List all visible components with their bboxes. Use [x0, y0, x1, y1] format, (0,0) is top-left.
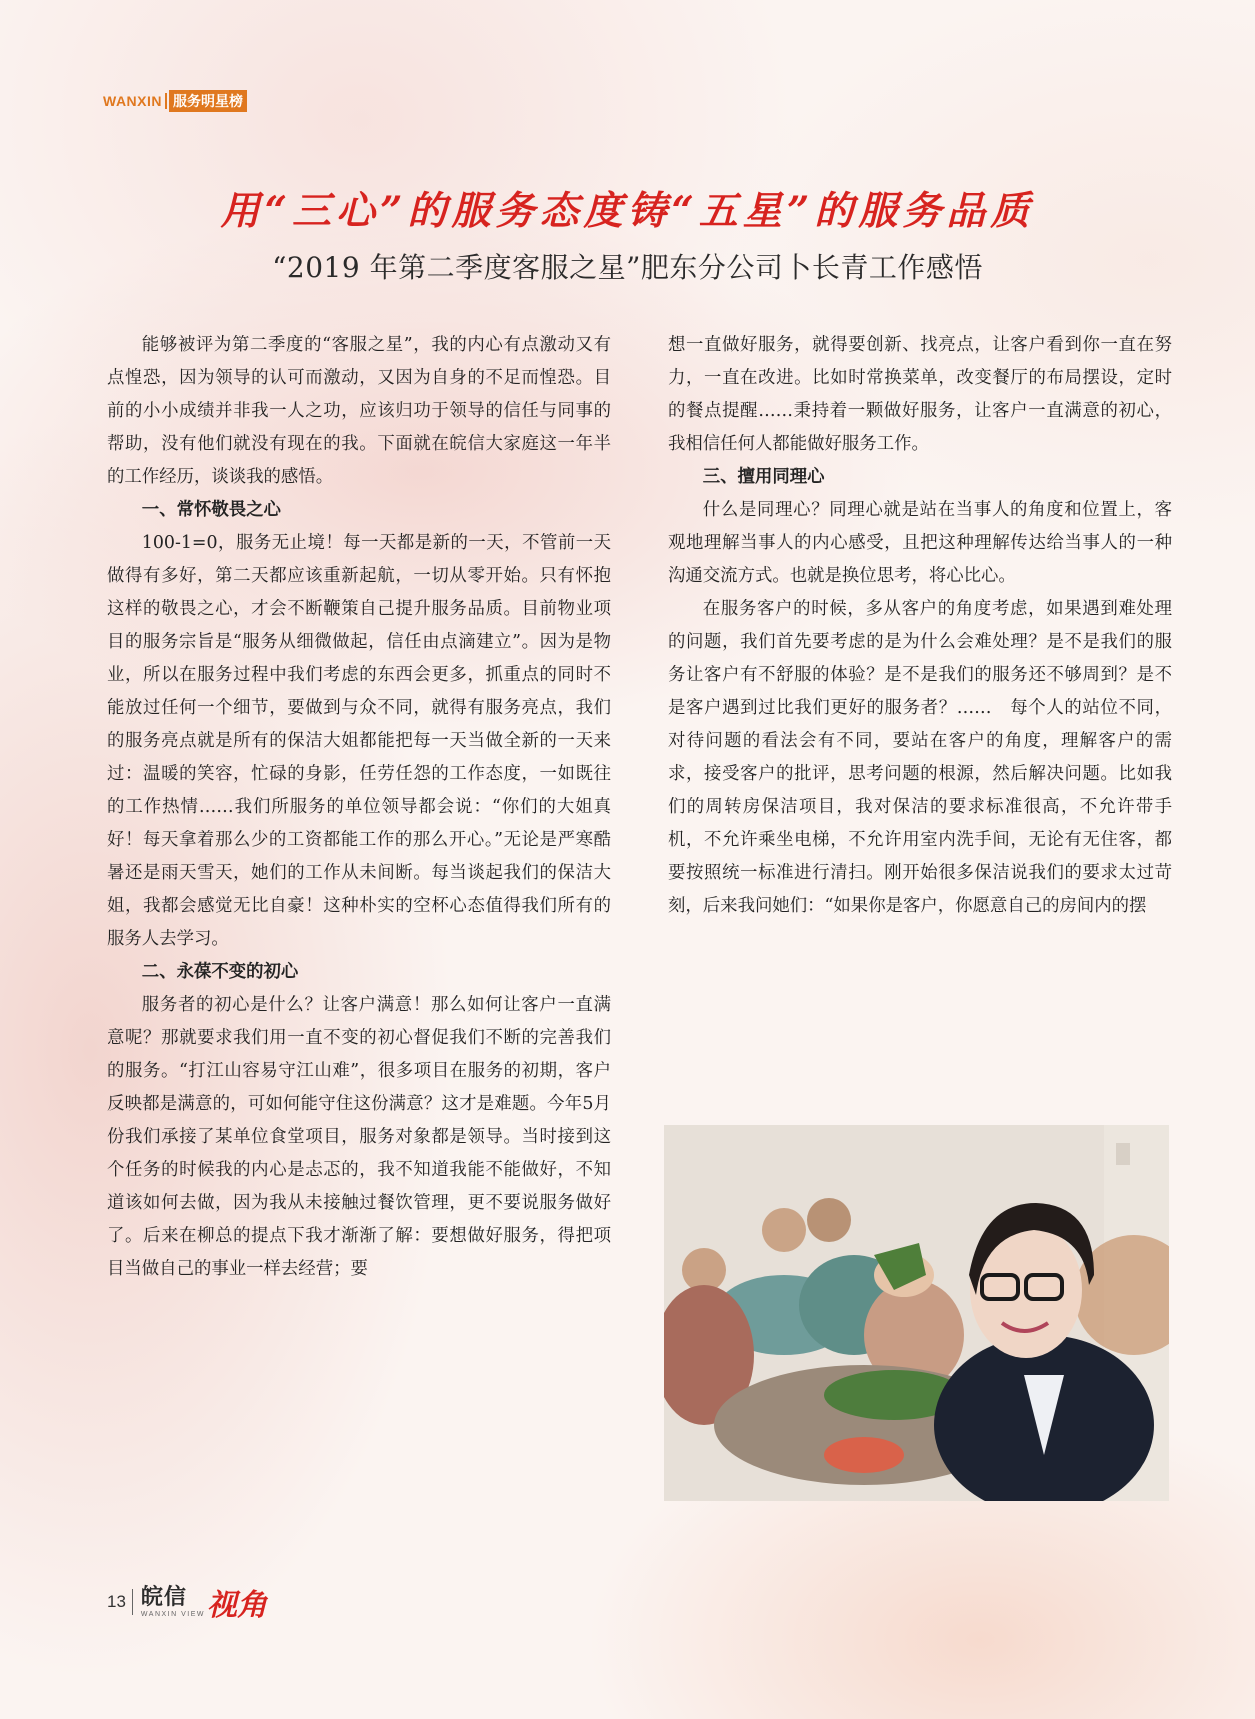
left-column [107, 329, 611, 1286]
article-photo [664, 1125, 1169, 1501]
paragraph-3a: 什么是同理心？同理心就是站在当事人的角度和位置上，客观地理解当事人的内心感受，且把这种理解传达给当事人的一种沟通交流方式。也就是换位思考，将心比心。 [668, 500, 1172, 586]
page-number: 13 [107, 1592, 126, 1611]
section-header [103, 90, 247, 112]
intro-paragraph: 能够被评为第二季度的“客服之星”，我的内心有点激动又有点惶恐，因为领导的认可而激动，又因为自身的不足而惶恐。目前的小小成绩并非我一人之功，应该归功于领导的信任与同事的帮助，没有他们就没有现在的我。下面就在皖信大家庭这一年半的工作经历，谈谈我的感悟。 [107, 335, 611, 487]
continued-paragraph: 想一直做好服务，就得要创新、找亮点，让客户看到你一直在努力，一直在改进。比如时常换菜单，改变餐厅的布局摆设，定时的餐点提醒……秉持着一颗做好服务，让客户一直满意的初心，我相信任何人都能做好服务工作。 [668, 335, 1172, 454]
magazine-name: 皖信 [140, 1584, 187, 1610]
magazine-en-name: WANXIN VIEW [140, 1610, 205, 1618]
brand-label: WANXIN [103, 93, 162, 109]
paragraph-2: 服务者的初心是什么？让客户满意！那么如何让客户一直满意呢？那就要求我们用一直不变的初心督促我们不断的完善我们的服务。“打江山容易守江山难”，很多项目在服务的初期，客户反映都是满意的，可如何能守住这份满意？这才是难题。今年5月份我们承接了某单位食堂项目，服务对象都是领导。当时接到这个任务的时候我的内心是忐忑的，我不知道我能不能做好，不知道该如何去做，因为我从未接触过餐饮管理，更不要说服务做好了。后来在柳总的提点下我才渐渐了解：要想做好服务，得把项目当做自己的事业一样去经营；要 [107, 995, 611, 1279]
right-column [668, 329, 1172, 923]
section-label: 服务明星榜 [169, 90, 247, 112]
header-divider [165, 93, 167, 109]
article-subtitle: “2019 年第二季度客服之星”肥东分公司卜长青工作感悟 [272, 251, 983, 284]
heading-3: 三、擅用同理心 [702, 467, 825, 487]
page-footer [107, 1580, 267, 1624]
paragraph-1: 100-1=0，服务无止境！每一天都是新的一天，不管前一天做得有多好，第二天都应该重新起航，一切从零开始。只有怀抱这样的敬畏之心，才会不断鞭策自己提升服务品质。目前物业项目的服务宗旨是“服务从细微做起，信任由点滴建立”。因为是物业，所以在服务过程中我们考虑的东西会更多，抓重点的同时不能放过任何一个细节，要做到与众不同，就得有服务亮点，我们的服务亮点就是所有的保洁大姐都能把每一天当做全新的一天来过：温暖的笑容，忙碌的身影，任劳任怨的工作态度，一如既往的工作热情……我们所服务的单位领导都会说：“你们的大姐真好！每天拿着那么少的工资都能工作的那么开心。”无论是严寒酷暑还是雨天雪天，她们的工作从未间断。每当谈起我们的保洁大姐，我都会感觉无比自豪！这种朴实的空杯心态值得我们所有的服务人去学习。 [107, 533, 611, 949]
photo-illustration [664, 1125, 1169, 1501]
magazine-suffix: 视角 [207, 1588, 267, 1623]
paragraph-3b: 在服务客户的时候，多从客户的角度考虑，如果遇到难处理的问题，我们首先要考虑的是为什么会难处理？是不是我们的服务让客户有不舒服的体验？是不是我们的服务还不够周到？是不是客户遇到过比我们更好的服务者？…… 每个人的站位不同，对待问题的看法会有不同，要站在客户的角度，理解客户的需求，接受客户的批评，思考问题的根源，然后解决问题。比如我们的周转房保洁项目，我对保洁的要求标准很高，不允许带手机，不允许乘坐电梯，不允许用室内洗手间，无论有无住客，都要按照统一标准进行清扫。刚开始很多保洁说我们的要求太过苛刻，后来我问她们：“如果你是客户，你愿意自己的房间内的摆 [668, 599, 1172, 916]
heading-1: 一、常怀敬畏之心 [141, 500, 281, 520]
footer-divider [132, 1589, 133, 1615]
heading-2: 二、永葆不变的初心 [141, 962, 299, 982]
magazine-logo [140, 1584, 205, 1618]
article-title: 用“三心”的服务态度铸“五星”的服务品质 [220, 188, 1035, 234]
